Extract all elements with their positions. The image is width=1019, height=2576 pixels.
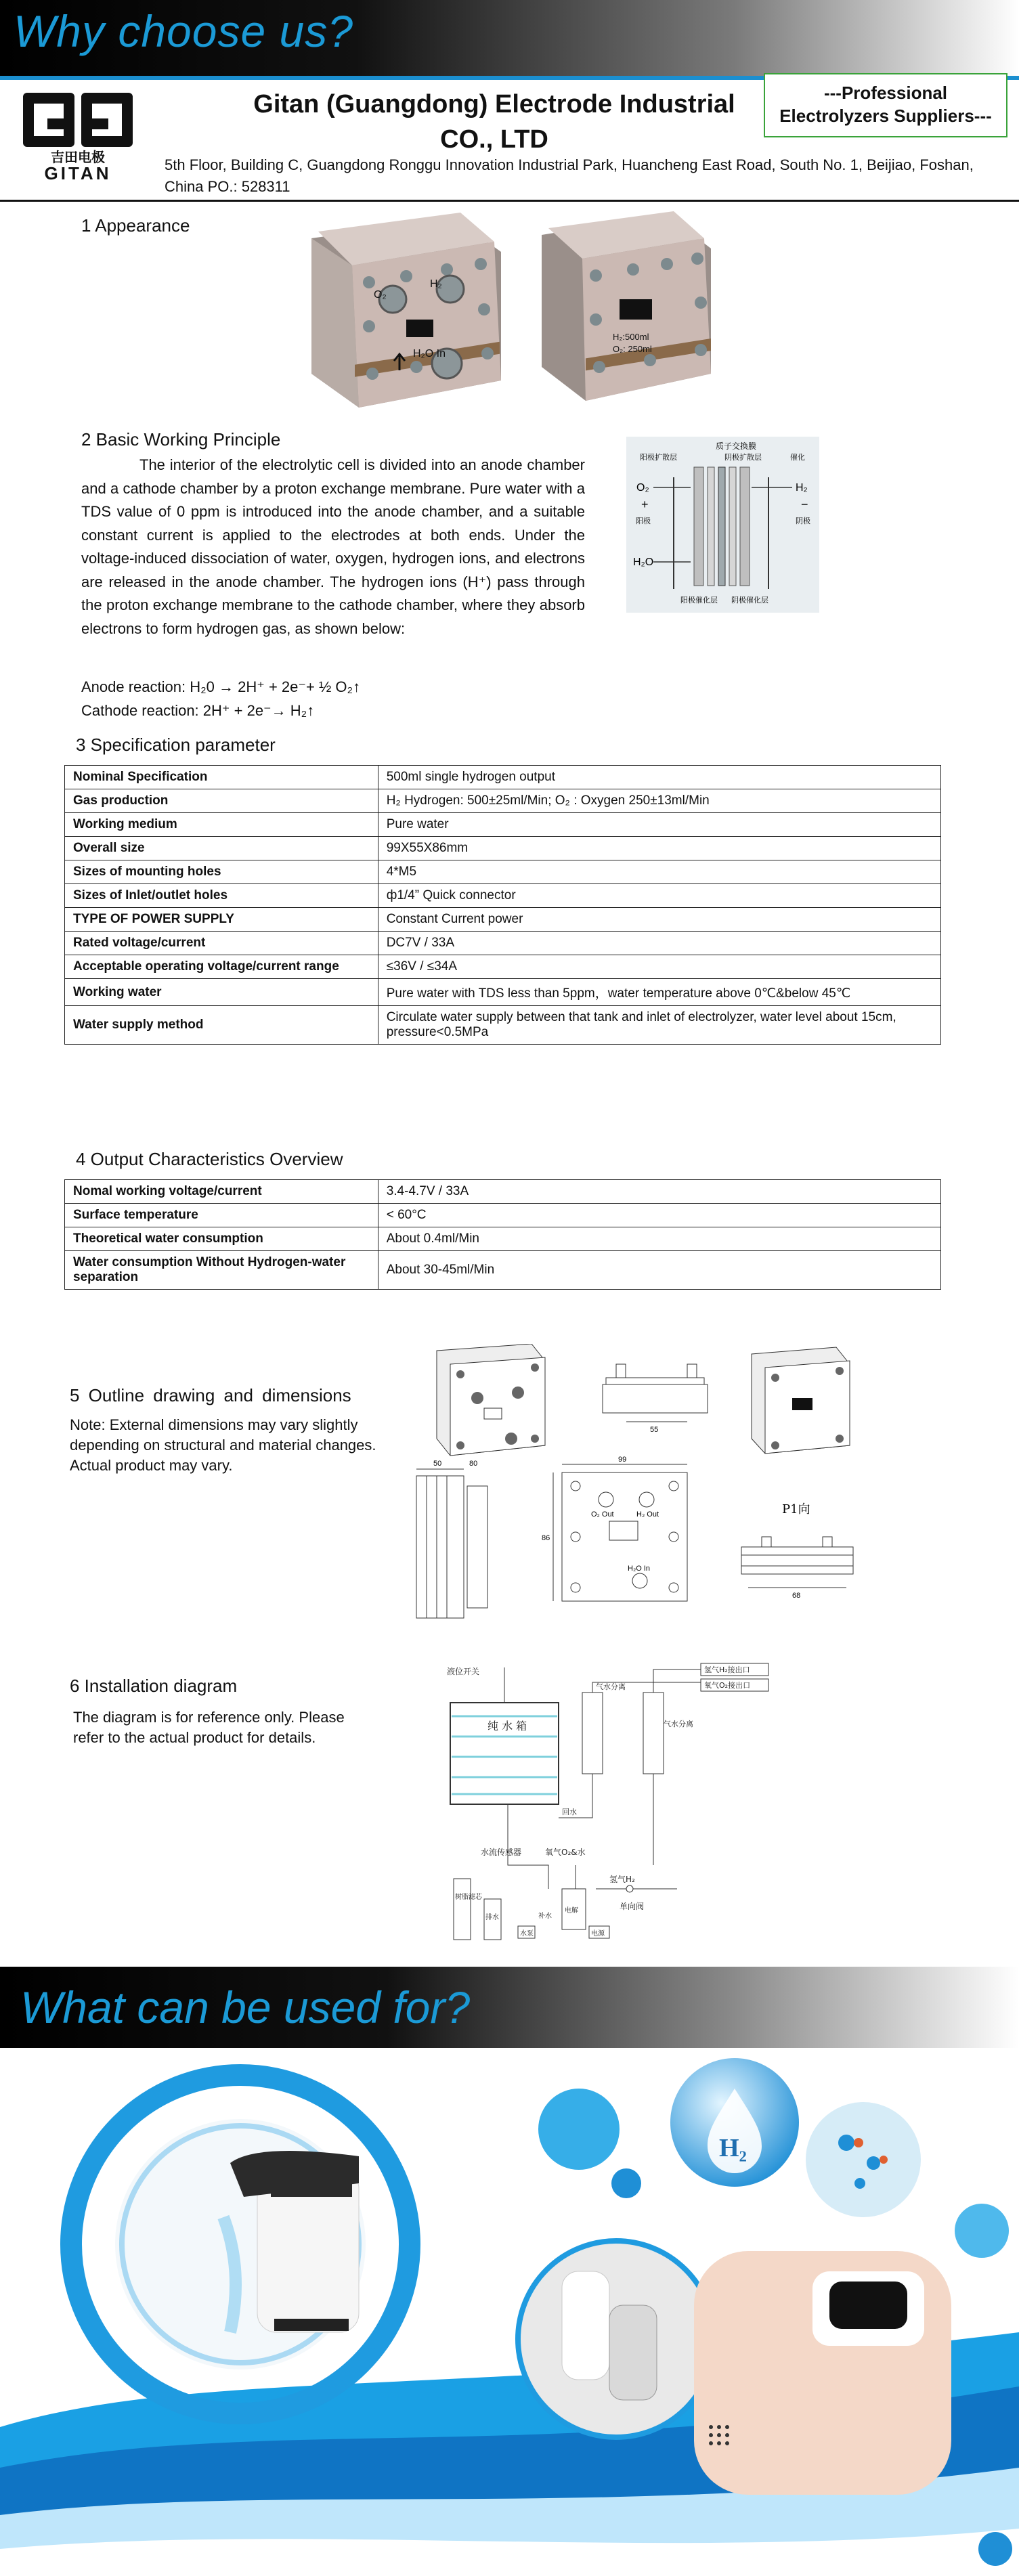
dlabel-o2: O₂ — [636, 482, 649, 494]
output-table — [64, 1179, 941, 1290]
dlabel-anode-cat: 阳极催化层 — [680, 596, 718, 605]
spec-value: DC7V / 33A — [378, 932, 940, 955]
label-h2o-in: H₂O In — [628, 1565, 650, 1573]
spec-value: 4*M5 — [378, 860, 940, 884]
ilabel-o2-out: 氧气O₂接出口 — [704, 1681, 751, 1690]
applications-illustration — [0, 2048, 1019, 2576]
output-row — [65, 1180, 941, 1204]
spec-key: Working water — [65, 979, 378, 1006]
ilabel-level-switch: 液位开关 — [447, 1667, 480, 1676]
spec-key: Overall size — [65, 837, 378, 860]
company-name-line1: Gitan (Guangdong) Electrode Industrial — [253, 90, 735, 118]
electrolyzer-front-image — [298, 211, 521, 414]
pem-principle-diagram — [626, 437, 819, 613]
spec-row — [65, 789, 941, 813]
label-h2: H₂ — [430, 278, 442, 290]
label-h2-rate: H₂:500ml — [613, 332, 649, 342]
logo-text: GITAN — [44, 163, 112, 183]
applications-banner — [0, 1967, 1019, 2048]
spec-key: Rated voltage/current — [65, 932, 378, 955]
spec-row — [65, 837, 941, 860]
spec-key: Sizes of mounting holes — [65, 860, 378, 884]
dlabel-anode-layer: 阳极扩散层 — [640, 453, 677, 462]
output-key: Theoretical water consumption — [65, 1227, 378, 1251]
spec-key: Water supply method — [65, 1006, 378, 1045]
dim-86: 86 — [542, 1534, 550, 1542]
dim-55: 55 — [650, 1426, 659, 1434]
ilabel-makeup: 补水 — [538, 1913, 552, 1920]
tagline-line1: ---Professional — [823, 83, 948, 103]
ilabel-sep1: 气水分离 — [596, 1682, 626, 1691]
dlabel-h2o: H₂O — [633, 556, 654, 568]
spec-row — [65, 813, 941, 837]
dim-80: 80 — [469, 1460, 478, 1468]
top-banner — [0, 0, 1019, 76]
address-line1: 5th Floor, Building C, Guangdong Ronggu Innovation Industrial Park, Huancheng East Road, South No. 1, Beijiao, Foshan, — [165, 156, 974, 173]
spec-heading: 3 Specification parameter — [76, 735, 276, 755]
applications-title: What can be used for? — [20, 1982, 471, 2032]
spec-key: Nominal Specification — [65, 766, 378, 789]
output-key: Nomal working voltage/current — [65, 1180, 378, 1204]
principle-heading: 2 Basic Working Principle — [81, 429, 281, 450]
appearance-heading: 1 Appearance — [81, 215, 190, 236]
output-key: Water consumption Without Hydrogen-water separation — [65, 1251, 378, 1290]
company-address — [165, 154, 1011, 198]
header-divider — [0, 200, 1019, 202]
ilabel-h2-out: 氢气H₂接出口 — [704, 1665, 750, 1674]
ilabel-flow-sensor: 水流传感器 — [481, 1848, 522, 1857]
spec-value: Constant Current power — [378, 908, 940, 932]
ilabel-filter: 树脂滤芯 — [455, 1894, 482, 1901]
label-p1: P1向 — [782, 1502, 810, 1516]
ilabel-check-valve: 单向阀 — [620, 1902, 645, 1911]
output-value: About 0.4ml/Min — [378, 1227, 940, 1251]
company-name — [230, 87, 758, 157]
outline-drawings — [403, 1344, 863, 1642]
output-value: 3.4-4.7V / 33A — [378, 1180, 940, 1204]
outline-note: Note: External dimensions may vary slightly depending on structural and material changes. Actual product may vary. — [70, 1416, 376, 1474]
dlabel-anode: 阳极 — [636, 517, 651, 525]
logo-cn: 吉田电极 — [51, 149, 105, 165]
label-water-in: H₂O In — [413, 348, 446, 359]
spec-key: Working medium — [65, 813, 378, 837]
dim-68: 68 — [792, 1592, 801, 1600]
spec-value: ≤36V / ≤34A — [378, 955, 940, 979]
spec-value: Pure water — [378, 813, 940, 837]
label-h2-out: H₂ Out — [636, 1510, 659, 1519]
output-value: About 30-45ml/Min — [378, 1251, 940, 1290]
installation-note: The diagram is for reference only. Please refer to the actual product for details. — [73, 1709, 345, 1746]
spec-value: H₂ Hydrogen: 500±25ml/Min; O₂ : Oxygen 250±13ml/Min — [378, 789, 940, 813]
spec-key: Acceptable operating voltage/current range — [65, 955, 378, 979]
dim-50: 50 — [433, 1460, 442, 1468]
dim-99: 99 — [618, 1456, 627, 1464]
ilabel-power: 电源 — [591, 1930, 605, 1938]
tagline-line2: Electrolyzers Suppliers--- — [779, 106, 992, 126]
dlabel-h2: H₂ — [796, 482, 808, 494]
dlabel-cathode-layer: 阴极扩散层 — [724, 453, 762, 462]
spec-key: TYPE OF POWER SUPPLY — [65, 908, 378, 932]
ilabel-drain: 排水 — [485, 1914, 499, 1921]
h2-drop-label: H₂ — [719, 2134, 747, 2162]
ilabel-pump: 水泵 — [520, 1930, 534, 1938]
ilabel-return: 回水 — [562, 1808, 577, 1816]
dlabel-cathode: 阴极 — [796, 517, 810, 525]
banner-title: Why choose us? — [14, 6, 353, 56]
dlabel-plus: + — [641, 498, 649, 511]
gitan-logo — [20, 91, 135, 183]
outline-heading: 5 Outline drawing and dimensions — [70, 1385, 351, 1405]
dlabel-cathode-cat: 阴极催化层 — [731, 596, 768, 605]
label-o2-rate: O₂: 250ml — [613, 344, 652, 354]
spec-row — [65, 860, 941, 884]
output-heading: 4 Output Characteristics Overview — [76, 1149, 343, 1169]
tagline-box — [764, 73, 1007, 137]
company-name-line2: CO., LTD — [440, 125, 548, 154]
dlabel-pem: 质子交换膜 — [716, 441, 757, 451]
spec-value: 500ml single hydrogen output — [378, 766, 940, 789]
output-value: < 60°C — [378, 1204, 940, 1227]
dlabel-cat: 催化 — [790, 453, 805, 462]
output-row — [65, 1227, 941, 1251]
electrolyzer-back-image — [532, 211, 718, 408]
label-o2-out: O₂ Out — [591, 1510, 614, 1519]
spec-value: 99X55X86mm — [378, 837, 940, 860]
spec-row — [65, 884, 941, 908]
output-row — [65, 1204, 941, 1227]
ilabel-tank: 纯 水 箱 — [487, 1720, 527, 1732]
spec-row — [65, 1006, 941, 1045]
output-key: Surface temperature — [65, 1204, 378, 1227]
spec-value: Circulate water supply between that tank and inlet of electrolyzer, water level about 15cm, pressure<0.5MPa — [378, 1006, 940, 1045]
ilabel-h2: 氢气H₂ — [609, 1875, 635, 1884]
spec-row — [65, 908, 941, 932]
spec-value: Pure water with TDS less than 5ppm，water temperature above 0℃&below 45℃ — [378, 979, 940, 1006]
spec-row — [65, 766, 941, 789]
ilabel-o2-water: 氧气O₂&水 — [545, 1848, 586, 1857]
dlabel-minus: − — [801, 498, 808, 511]
spec-row — [65, 932, 941, 955]
address-line2: China PO.: 528311 — [165, 178, 290, 195]
installation-heading: 6 Installation diagram — [70, 1676, 238, 1696]
ilabel-cell: 电解 — [565, 1907, 578, 1915]
label-o2: O₂ — [374, 289, 387, 301]
installation-diagram — [406, 1662, 785, 1957]
output-row — [65, 1251, 941, 1290]
spec-value: ф1/4” Quick connector — [378, 884, 940, 908]
spec-row — [65, 955, 941, 979]
spec-key: Sizes of Inlet/outlet holes — [65, 884, 378, 908]
ilabel-sep2: 气水分离 — [664, 1720, 693, 1728]
principle-paragraph: The interior of the electrolytic cell is divided into an anode chamber and a cathode chamber by a proton exchange membrane. Pure water with a TDS value of 0 ppm is introduced into the anode chamber, and a suitable constant current is applied to the electrodes at both ends. Under the voltage-induced dissociation of water, oxygen, hydrogen ions, and electrons are released in the anode chamber. The hydrogen ions (H⁺) pass through the proton exchange membrane to the cathode chamber, where they absorb electrons to form hydrogen gas, as shown below: — [81, 456, 585, 637]
spec-key: Gas production — [65, 789, 378, 813]
cathode-reaction: Cathode reaction: 2H⁺ + 2e⁻→ H₂↑ — [81, 702, 315, 719]
spec-row — [65, 979, 941, 1006]
anode-reaction: Anode reaction: H₂0 → 2H⁺ + 2e⁻+ ½ O₂↑ — [81, 678, 361, 695]
spec-table — [64, 765, 941, 1045]
